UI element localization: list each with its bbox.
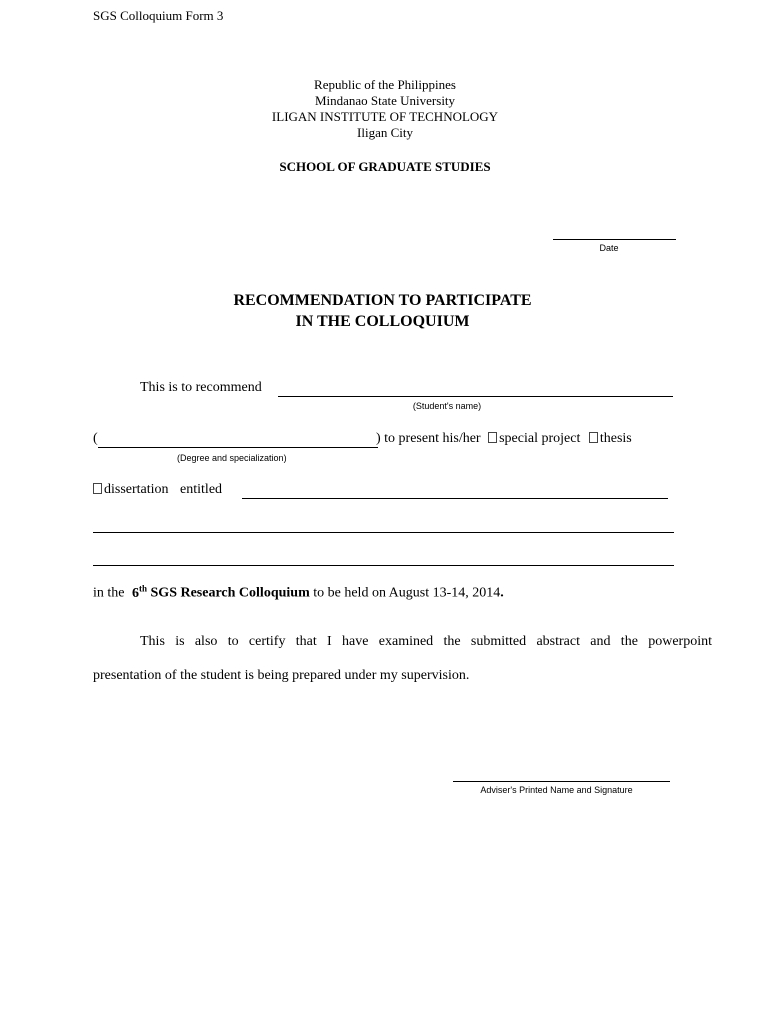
thesis-label: thesis (599, 431, 632, 446)
event-prefix: in the (93, 585, 125, 601)
letterhead-country: Republic of the Philippines (314, 77, 456, 92)
open-paren: ( (93, 431, 98, 446)
event-ordinal-suffix: th (139, 583, 148, 593)
signature-line[interactable] (453, 781, 670, 782)
student-name-caption: (Student's name) (412, 401, 482, 411)
letterhead (0, 77, 770, 141)
title-line-3-input[interactable] (93, 565, 674, 566)
school-name: SCHOOL OF GRADUATE STUDIES (279, 159, 491, 174)
degree-line[interactable] (98, 447, 378, 448)
title-line-1-input[interactable] (242, 498, 668, 499)
document-title (0, 290, 765, 332)
thesis-checkbox[interactable] (589, 432, 598, 443)
date-caption: Date (599, 243, 619, 253)
recommend-intro: This is to recommend (140, 380, 262, 395)
event-ordinal-number: 6 (132, 585, 139, 601)
event-suffix: to be held on August 13-14, 2014 (313, 585, 501, 601)
title-line-2: IN THE COLLOQUIUM (295, 313, 470, 330)
degree-caption: (Degree and specialization) (177, 453, 287, 463)
degree-row-open (93, 431, 98, 447)
signature-caption: Adviser's Printed Name and Signature (480, 785, 633, 795)
degree-row-close (376, 431, 632, 447)
close-paren-text: ) to present his/her (376, 431, 481, 446)
student-name-line[interactable] (278, 396, 673, 397)
date-line[interactable] (553, 239, 676, 240)
event-row (93, 583, 504, 602)
dissertation-checkbox[interactable] (93, 483, 102, 494)
event-ordinal (132, 583, 148, 601)
dissertation-label: dissertation (104, 482, 169, 497)
event-period: . (500, 585, 504, 601)
certification-line-1: This is also to certify that I have examined the submitted abstract and the powerpoint (140, 634, 712, 649)
event-name: SGS Research Colloquium (150, 585, 310, 601)
letterhead-institute: ILIGAN INSTITUTE OF TECHNOLOGY (271, 109, 499, 124)
title-line-1: RECOMMENDATION TO PARTICIPATE (233, 292, 532, 309)
letterhead-university: Mindanao State University (314, 93, 456, 108)
letterhead-city: Iligan City (357, 125, 413, 140)
dissertation-row (93, 482, 222, 498)
form-code: SGS Colloquium Form 3 (93, 8, 224, 23)
entitled-label: entitled (180, 482, 223, 497)
recommend-row (140, 380, 262, 396)
special-project-checkbox[interactable] (488, 432, 497, 443)
certification-line-2: presentation of the student is being prepared under my supervision. (93, 668, 470, 683)
special-project-label: special project (499, 431, 581, 446)
title-line-2-input[interactable] (93, 532, 674, 533)
